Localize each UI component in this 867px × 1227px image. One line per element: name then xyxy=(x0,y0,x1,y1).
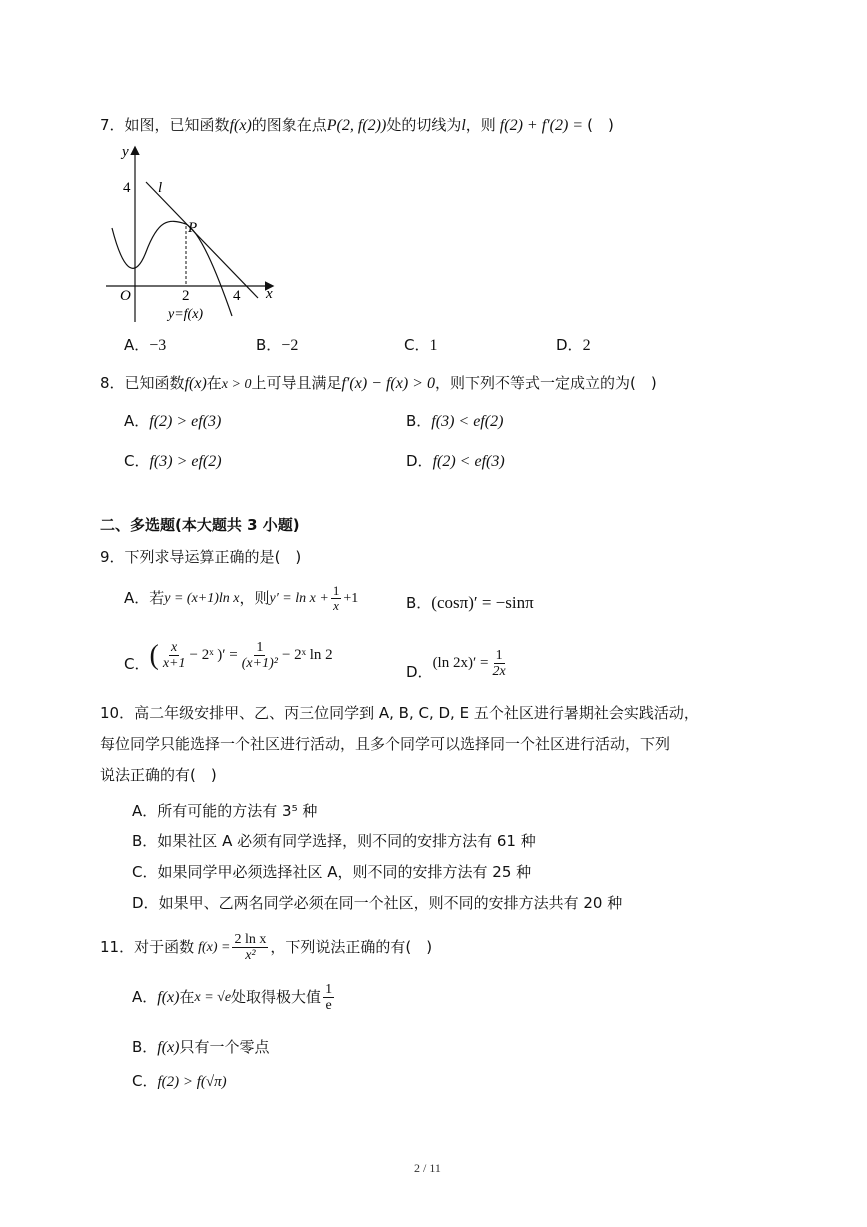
fraction: $\frac{1}{e}$ xyxy=(325,982,333,1014)
q8-option-c[interactable]: C．f(3) > ef(2) xyxy=(124,452,222,470)
q9-option-c[interactable]: C． ( $\frac{x}{x+1}$ − 2ˣ )′ = $\frac{1}{\text{(x+1)²}}$ − 2ˣ ln 2 xyxy=(124,639,333,673)
curve-label: y=f(x) xyxy=(168,307,204,322)
question-number: 9． xyxy=(100,548,125,566)
q10-option-d[interactable]: D．如果甲、乙两名同学必须在同一个社区，则不同的安排方法共有 20 种 xyxy=(132,894,623,912)
q7-option-d[interactable]: D．2 xyxy=(556,336,591,354)
line-label: l xyxy=(158,180,163,196)
question-11-stem: 11． 对于函数 f(x) = $\frac{\text{2 ln x}}{\text{x²}}$ ，下列说法正确的有 ( ) xyxy=(100,932,433,964)
question-7-stem: 7．如图，已知函数f(x)的图象在点P(2, f(2))处的切线为l，则 f(2) + f′(2) = ( ) xyxy=(100,116,614,134)
question-number: 7． xyxy=(100,116,125,134)
y-axis-label: y xyxy=(122,144,129,160)
section-title: 二、多选题(本大题共 3 小题) xyxy=(100,516,300,534)
q7-option-b[interactable]: B．−2 xyxy=(256,336,299,354)
function-graph xyxy=(100,140,280,330)
q7-option-c[interactable]: C．1 xyxy=(404,336,438,354)
tangent-line xyxy=(146,182,258,298)
question-number: 11． xyxy=(100,938,135,957)
question-9-stem: 9．下列求导运算正确的是( ) xyxy=(100,548,302,566)
q9-option-d[interactable]: D． (ln 2x)′ = $\frac{1}{2x}$ xyxy=(406,648,506,681)
q8-option-d[interactable]: D．f(2) < ef(3) xyxy=(406,452,505,470)
y-tick-4: 4 xyxy=(123,180,131,196)
fraction: $\frac{1}{x}$ xyxy=(332,583,340,614)
x-axis-label: x xyxy=(266,286,273,302)
q10-option-b[interactable]: B．如果社区 A 必须有同学选择，则不同的安排方法有 61 种 xyxy=(132,832,536,850)
fraction: $\frac{\text{2 ln x}}{\text{x²}}$ xyxy=(234,932,267,964)
left-paren: ( xyxy=(149,639,159,671)
question-8-stem: 8．已知函数f(x)在x > 0上可导且满足f′(x) − f(x) > 0，则下列不等式一定成立的为( ) xyxy=(100,374,657,392)
point-label: P xyxy=(188,220,198,236)
page-number: 2 / 11 xyxy=(414,1161,441,1175)
q11-option-c[interactable]: C．f(2) > f(√π) xyxy=(132,1072,227,1090)
fraction: $\frac{x}{x+1}$ xyxy=(162,640,186,672)
question-number: 10． xyxy=(100,704,135,722)
fraction: $\frac{1}{2x}$ xyxy=(492,648,506,680)
q9-option-a[interactable]: A．若 y = (x+1)ln x ，则 y′ = ln x + $\frac{1}{x}$ +1 xyxy=(124,583,359,614)
q8-option-a[interactable]: A．f(2) > ef(3) xyxy=(124,412,222,430)
x-tick-4: 4 xyxy=(233,288,241,304)
q11-option-b[interactable]: B．f(x)只有一个零点 xyxy=(132,1038,270,1056)
x-tick-2: 2 xyxy=(182,288,190,304)
q8-option-b[interactable]: B．f(3) < ef(2) xyxy=(406,412,504,430)
question-10-line-2: 每位同学只能选择一个社区进行活动，且多个同学可以选择同一个社区进行活动，下列 xyxy=(100,735,671,753)
q7-option-a[interactable]: A．−3 xyxy=(124,336,167,354)
q10-option-a[interactable]: A．所有可能的方法有 3⁵ 种 xyxy=(132,802,318,820)
fraction: $\frac{1}{\text{(x+1)²}}$ xyxy=(241,640,278,672)
q9-option-b[interactable]: B．(cosπ)′ = −sinπ xyxy=(406,593,534,612)
question-10-line-3: 说法正确的有( ) xyxy=(100,766,217,784)
q10-option-c[interactable]: C．如果同学甲必须选择社区 A，则不同的安排方法有 25 种 xyxy=(132,863,532,881)
question-number: 8． xyxy=(100,374,125,392)
q11-option-a[interactable]: A． f(x) 在 x = √e 处取得极大值 $\frac{1}{e}$ xyxy=(132,982,333,1014)
question-10-line-1: 10．高二年级安排甲、乙、丙三位同学到 A, B, C, D, E 五个社区进行暑期社会实践活动， xyxy=(100,704,699,722)
origin-label: O xyxy=(120,288,131,304)
